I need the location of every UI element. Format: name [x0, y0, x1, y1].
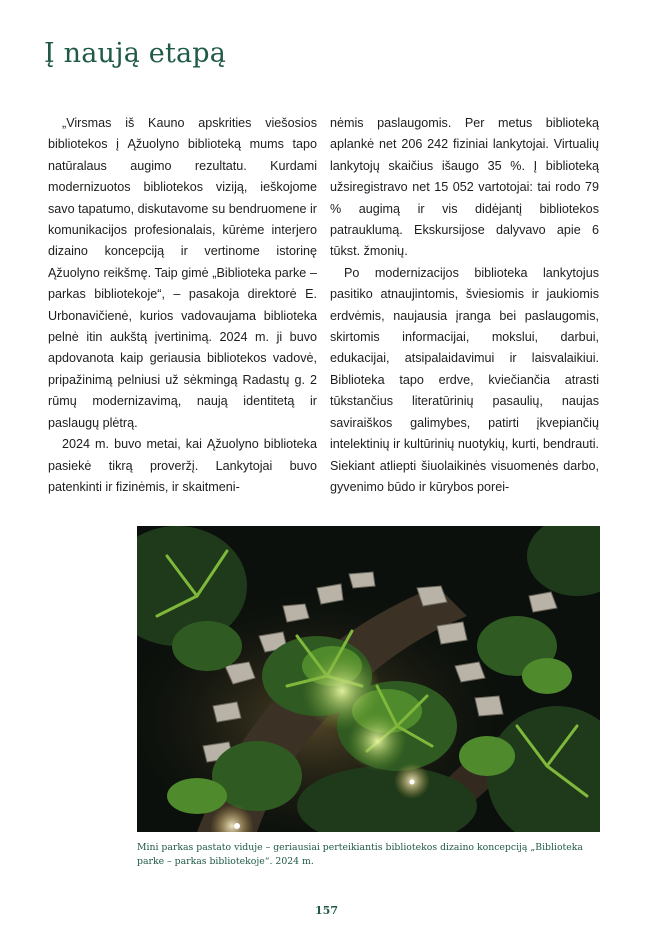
paragraph: „Virsmas iš Kauno apskrities viešosios bibliotekos į Ąžuolyno biblioteką mums tapo natūralaus augimo rezultatu. Kurdami modernizuotos bibliotekos viziją, ieškojome savo tapatumo, diskutavome su bendruomene ir komunikacijos profesionalais, kūrėme interjero dizaino koncepciją ir vertinome istorinę Ąžuolyno reikšmę. Taip gimė „Biblioteka parke – parkas bibliotekoje“, – pasakoja direktorė E. Urbonavičienė, kurios vadovaujama biblioteka pelnė itin aukštą įvertinimą. 2024 m. ji buvo apdovanota kaip geriausia bibliotekos vadovė, pripažinimą pelniusi už sėkmingą Radastų g. 2 rūmų modernizavimą, naują identitetą ir paslaugų plėtrą. — [48, 116, 317, 430]
photo-caption: Mini parkas pastato viduje – geriausiai perteikiantis bibliotekos dizaino koncepciją „Biblioteka parke – parkas bibliotekoje“. 2024 m. — [137, 842, 583, 867]
page-number: 157 — [315, 904, 338, 917]
indoor-garden-photo — [137, 526, 600, 832]
paragraph: 2024 m. buvo metai, kai Ąžuolyno biblioteka pasiekė tikrą proveržį. Lankytojai buvo patenkinti ir fizinėmis, ir skaitmeni- — [48, 437, 317, 494]
text-column-right — [330, 113, 599, 498]
page-title: Į naują etapą — [44, 38, 227, 69]
paragraph: Po modernizacijos biblioteka lankytojus pasitiko atnaujintomis, šviesiomis ir jaukiomis erdvėmis, naujausia įranga bei paslaugomis, skirtomis informacijai, mokslui, darbui, edukacijai, atsipalaidavimui ir laisvalaikiui. Biblioteka tapo erdve, kviečiančia atrasti tūkstančius literatūrinių pasaulių, naujas saviraiškos galimybes, patirti įkvepiančių intelektinių ir kultūrinių nuotykių, kurti, bendrauti. Siekiant atliepti šiuolaikinės visuomenės darbo, gyvenimo būdo ir kūrybos porei- — [330, 265, 599, 494]
paragraph: nėmis paslaugomis. Per metus biblioteką aplankė net 206 242 fiziniai lankytojai. Virtualių lankytojų skaičius išaugo 35 %. Į biblioteką užsiregistravo net 15 052 vartotojai: tai rodo 79 % augimą ir vis didėjantį bibliotekos patrauklumą. Ekskursijose dalyvavo apie 6 tūkst. žmonių. — [330, 116, 599, 259]
text-column-left — [48, 113, 317, 498]
